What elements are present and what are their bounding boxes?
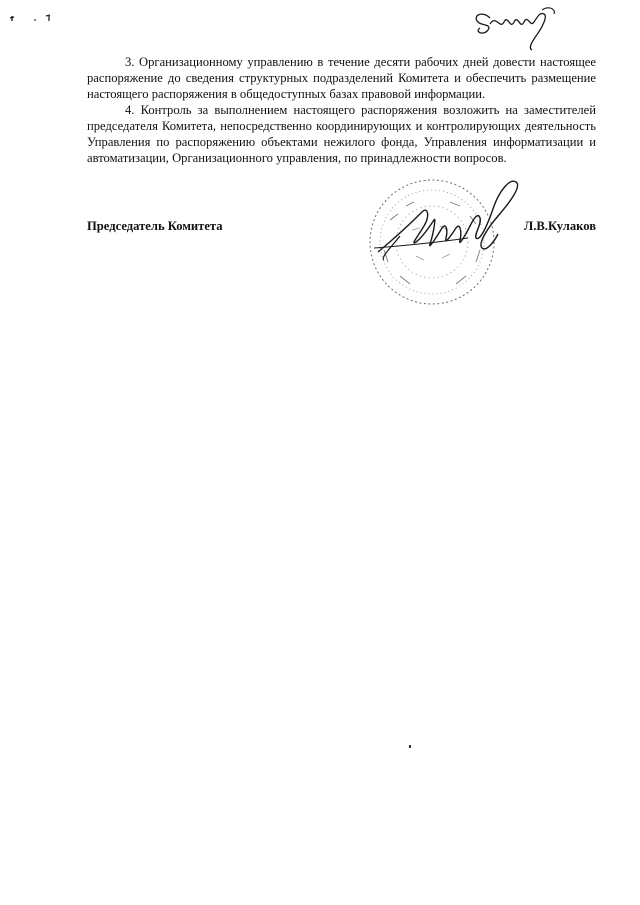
signer-name: Л.В.Кулаков: [523, 219, 596, 233]
signer-title: Председатель Комитета: [87, 219, 223, 233]
signature-block: [87, 219, 596, 237]
document-body: [87, 54, 596, 166]
paragraph-3: 3. Организационному управлению в течение десяти рабочих дней довести настоящее распоряжение до сведения структурных подразделений Комитета и обеспечить размещение настоящего распоряжения в общедоступных базах правовой информации.: [87, 55, 596, 101]
scan-artifact-marks: [8, 10, 58, 26]
scan-speck: [409, 745, 411, 748]
paragraph-4: 4. Контроль за выполнением настоящего распоряжения возложить на заместителей председателя Комитета, непосредственно координирующих и контролирующих деятельность Управления по распоряжению объектами нежилого фонда, Управления информатизации и автоматизации, Организационного управления, по принадлежности вопросов.: [87, 103, 596, 165]
handwritten-initials-icon: [470, 2, 562, 54]
